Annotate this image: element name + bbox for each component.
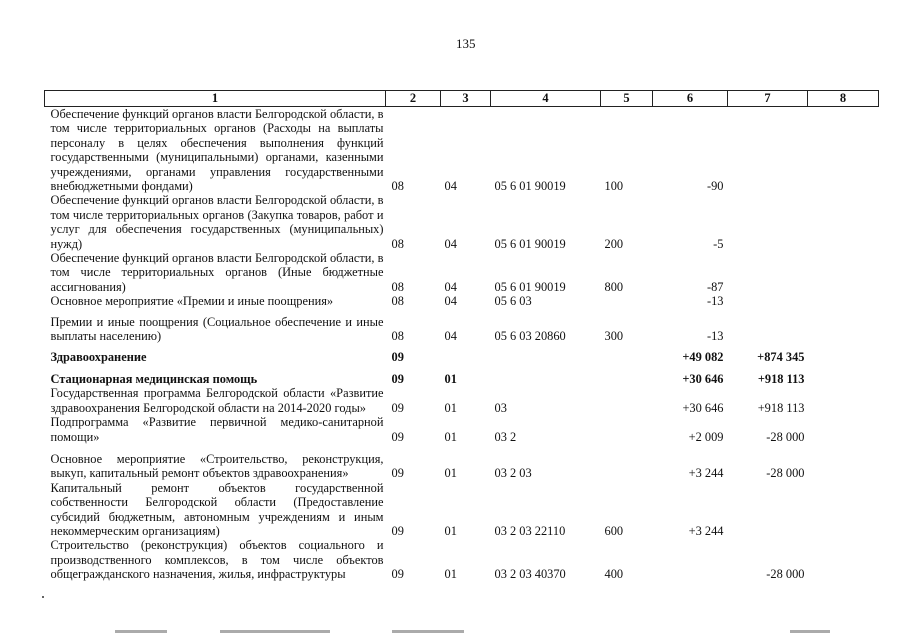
- budget-table: [44, 90, 879, 582]
- amount-col-7: +918 113: [757, 400, 805, 415]
- amount-col-8: [808, 294, 879, 308]
- amount-col-6: -13: [706, 294, 724, 309]
- column-header-1: 1: [45, 91, 386, 107]
- subsection-code: 01: [444, 429, 457, 444]
- amount-col-8: [808, 386, 879, 415]
- row-description: Здравоохранение: [50, 349, 147, 364]
- section-code: 08: [391, 329, 404, 344]
- expense-type-code: [601, 386, 653, 415]
- amount-col-8: [808, 538, 879, 581]
- target-article-code: [491, 372, 601, 386]
- subsection-code: 01: [444, 567, 457, 582]
- expense-type-code: [601, 294, 653, 308]
- target-article-code: 03 2 03: [494, 466, 532, 481]
- row-description: Обеспечение функций органов власти Белгородской области, в том числе территориальных органов (Расходы на выплаты персоналу в целях обеспечения выполнения функций государственными (муниципальными) органами, казенными учреждениями, органами управления государственными внебюджетными фондами): [50, 107, 384, 194]
- amount-col-7: -28 000: [766, 429, 805, 444]
- expense-type-code: [601, 372, 653, 386]
- amount-col-8: [808, 251, 879, 294]
- section-code: 09: [391, 349, 404, 364]
- amount-col-6: +49 082: [682, 349, 724, 364]
- amount-col-6: +30 646: [682, 371, 724, 386]
- row-description: Основное мероприятие «Строительство, реконструкция, выкуп, капитальный ремонт объектов здравоохранения»: [50, 451, 384, 481]
- amount-col-6: -90: [706, 179, 724, 194]
- target-article-code: 03 2: [494, 429, 517, 444]
- subsection-code: 04: [444, 236, 457, 251]
- target-article-code: 03 2 03 22110: [494, 523, 566, 538]
- amount-col-8: [808, 415, 879, 444]
- subsection-code: [441, 350, 491, 364]
- expense-type-code: 400: [604, 567, 624, 582]
- section-code: 08: [391, 279, 404, 294]
- column-header-7: 7: [728, 91, 808, 107]
- target-article-code: 05 6 01 90019: [494, 179, 566, 194]
- row-description: Подпрограмма «Развитие первичной медико-санитарной помощи»: [50, 415, 384, 444]
- amount-col-7: [728, 315, 808, 344]
- expense-type-code: [601, 415, 653, 444]
- column-header-4: 4: [491, 91, 601, 107]
- row-description: Обеспечение функций органов власти Белгородской области, в том числе территориальных органов (Иные бюджетные ассигнования): [50, 251, 384, 294]
- amount-col-8: [808, 372, 879, 386]
- row-description: Строительство (реконструкция) объектов социального и производственного комплексов, в том числе объектов общегражданского назначения, жилья, инфраструктуры: [50, 538, 384, 582]
- row-description: Стационарная медицинская помощь: [50, 371, 258, 386]
- table-row: [45, 251, 879, 294]
- amount-col-7: [728, 294, 808, 308]
- target-article-code: 05 6 01 90019: [494, 279, 566, 294]
- amount-col-7: -28 000: [766, 567, 805, 582]
- subsection-code: 04: [444, 329, 457, 344]
- row-spacer: [45, 444, 879, 452]
- amount-col-8: [808, 107, 879, 194]
- scan-artifacts: [0, 630, 905, 640]
- column-header-2: 2: [386, 91, 441, 107]
- table-row: [45, 372, 879, 386]
- subsection-code: 01: [444, 466, 457, 481]
- table-row: [45, 193, 879, 251]
- amount-col-6: +2 009: [688, 429, 724, 444]
- table-row: [45, 107, 879, 194]
- table-row: [45, 294, 879, 308]
- subsection-code: 04: [444, 294, 457, 309]
- row-description: Обеспечение функций органов власти Белгородской области, в том числе территориальных органов (Закупка товаров, работ и услуг для обеспечения государственных (муниципальных) нужд): [50, 193, 384, 251]
- page-number: 135: [456, 36, 476, 51]
- row-description: Государственная программа Белгородской области «Развитие здравоохранения Белгородской области на 2014-2020 годы»: [50, 386, 384, 415]
- header-row: [45, 91, 879, 107]
- target-article-code: 03: [494, 400, 507, 415]
- row-description: Основное мероприятие «Премии и иные поощрения»: [50, 294, 334, 309]
- section-code: 09: [391, 523, 404, 538]
- table-row: [45, 315, 879, 344]
- target-article-code: 03 2 03 40370: [494, 567, 566, 582]
- amount-col-8: [808, 193, 879, 251]
- section-code: 09: [391, 400, 404, 415]
- column-header-8: 8: [808, 91, 879, 107]
- expense-type-code: [601, 350, 653, 364]
- table-row: [45, 538, 879, 581]
- target-article-code: 05 6 01 90019: [494, 236, 566, 251]
- table-body: [45, 107, 879, 582]
- amount-col-8: [808, 481, 879, 539]
- section-code: 08: [391, 179, 404, 194]
- budget-table-container: [44, 90, 878, 582]
- target-article-code: [491, 350, 601, 364]
- expense-type-code: 600: [604, 523, 624, 538]
- row-spacer: [45, 364, 879, 372]
- amount-col-8: [808, 452, 879, 481]
- section-code: 08: [391, 236, 404, 251]
- subsection-code: 04: [444, 179, 457, 194]
- target-article-code: 05 6 03 20860: [494, 329, 566, 344]
- column-header-6: 6: [653, 91, 728, 107]
- expense-type-code: 300: [604, 329, 624, 344]
- amount-col-6: +30 646: [682, 400, 724, 415]
- amount-col-6: -13: [706, 329, 724, 344]
- row-description: Премии и иные поощрения (Социальное обеспечение и иные выплаты населению): [50, 314, 384, 344]
- expense-type-code: 100: [604, 179, 624, 194]
- column-header-5: 5: [601, 91, 653, 107]
- amount-col-7: [728, 481, 808, 539]
- subsection-code: 01: [444, 523, 457, 538]
- section-code: 08: [391, 294, 404, 309]
- table-row: [45, 481, 879, 539]
- target-article-code: 05 6 03: [494, 294, 532, 309]
- section-code: 09: [391, 371, 404, 386]
- amount-col-7: +874 345: [757, 349, 805, 364]
- section-code: 09: [391, 466, 404, 481]
- amount-col-6: [653, 538, 728, 581]
- amount-col-6: +3 244: [688, 523, 724, 538]
- table-row: [45, 386, 879, 415]
- row-description: Капитальный ремонт объектов государственной собственности Белгородской области (Предоставление субсидий бюджетным, автономным учреждениям и иным некоммерческим организациям): [50, 480, 384, 538]
- table-row: [45, 415, 879, 444]
- amount-col-8: [808, 350, 879, 364]
- expense-type-code: 800: [604, 279, 624, 294]
- section-code: 09: [391, 567, 404, 582]
- amount-col-7: [728, 193, 808, 251]
- amount-col-6: -5: [713, 236, 724, 251]
- subsection-code: 01: [444, 371, 457, 386]
- subsection-code: 04: [444, 279, 457, 294]
- table-row: [45, 350, 879, 364]
- amount-col-6: -87: [706, 279, 724, 294]
- amount-col-8: [808, 315, 879, 344]
- expense-type-code: 200: [604, 236, 624, 251]
- amount-col-7: [728, 251, 808, 294]
- amount-col-7: [728, 107, 808, 194]
- table-row: [45, 452, 879, 481]
- expense-type-code: [601, 452, 653, 481]
- amount-col-7: +918 113: [757, 371, 805, 386]
- amount-col-6: +3 244: [688, 466, 724, 481]
- amount-col-7: -28 000: [766, 466, 805, 481]
- subsection-code: 01: [444, 400, 457, 415]
- section-code: 09: [391, 429, 404, 444]
- column-header-3: 3: [441, 91, 491, 107]
